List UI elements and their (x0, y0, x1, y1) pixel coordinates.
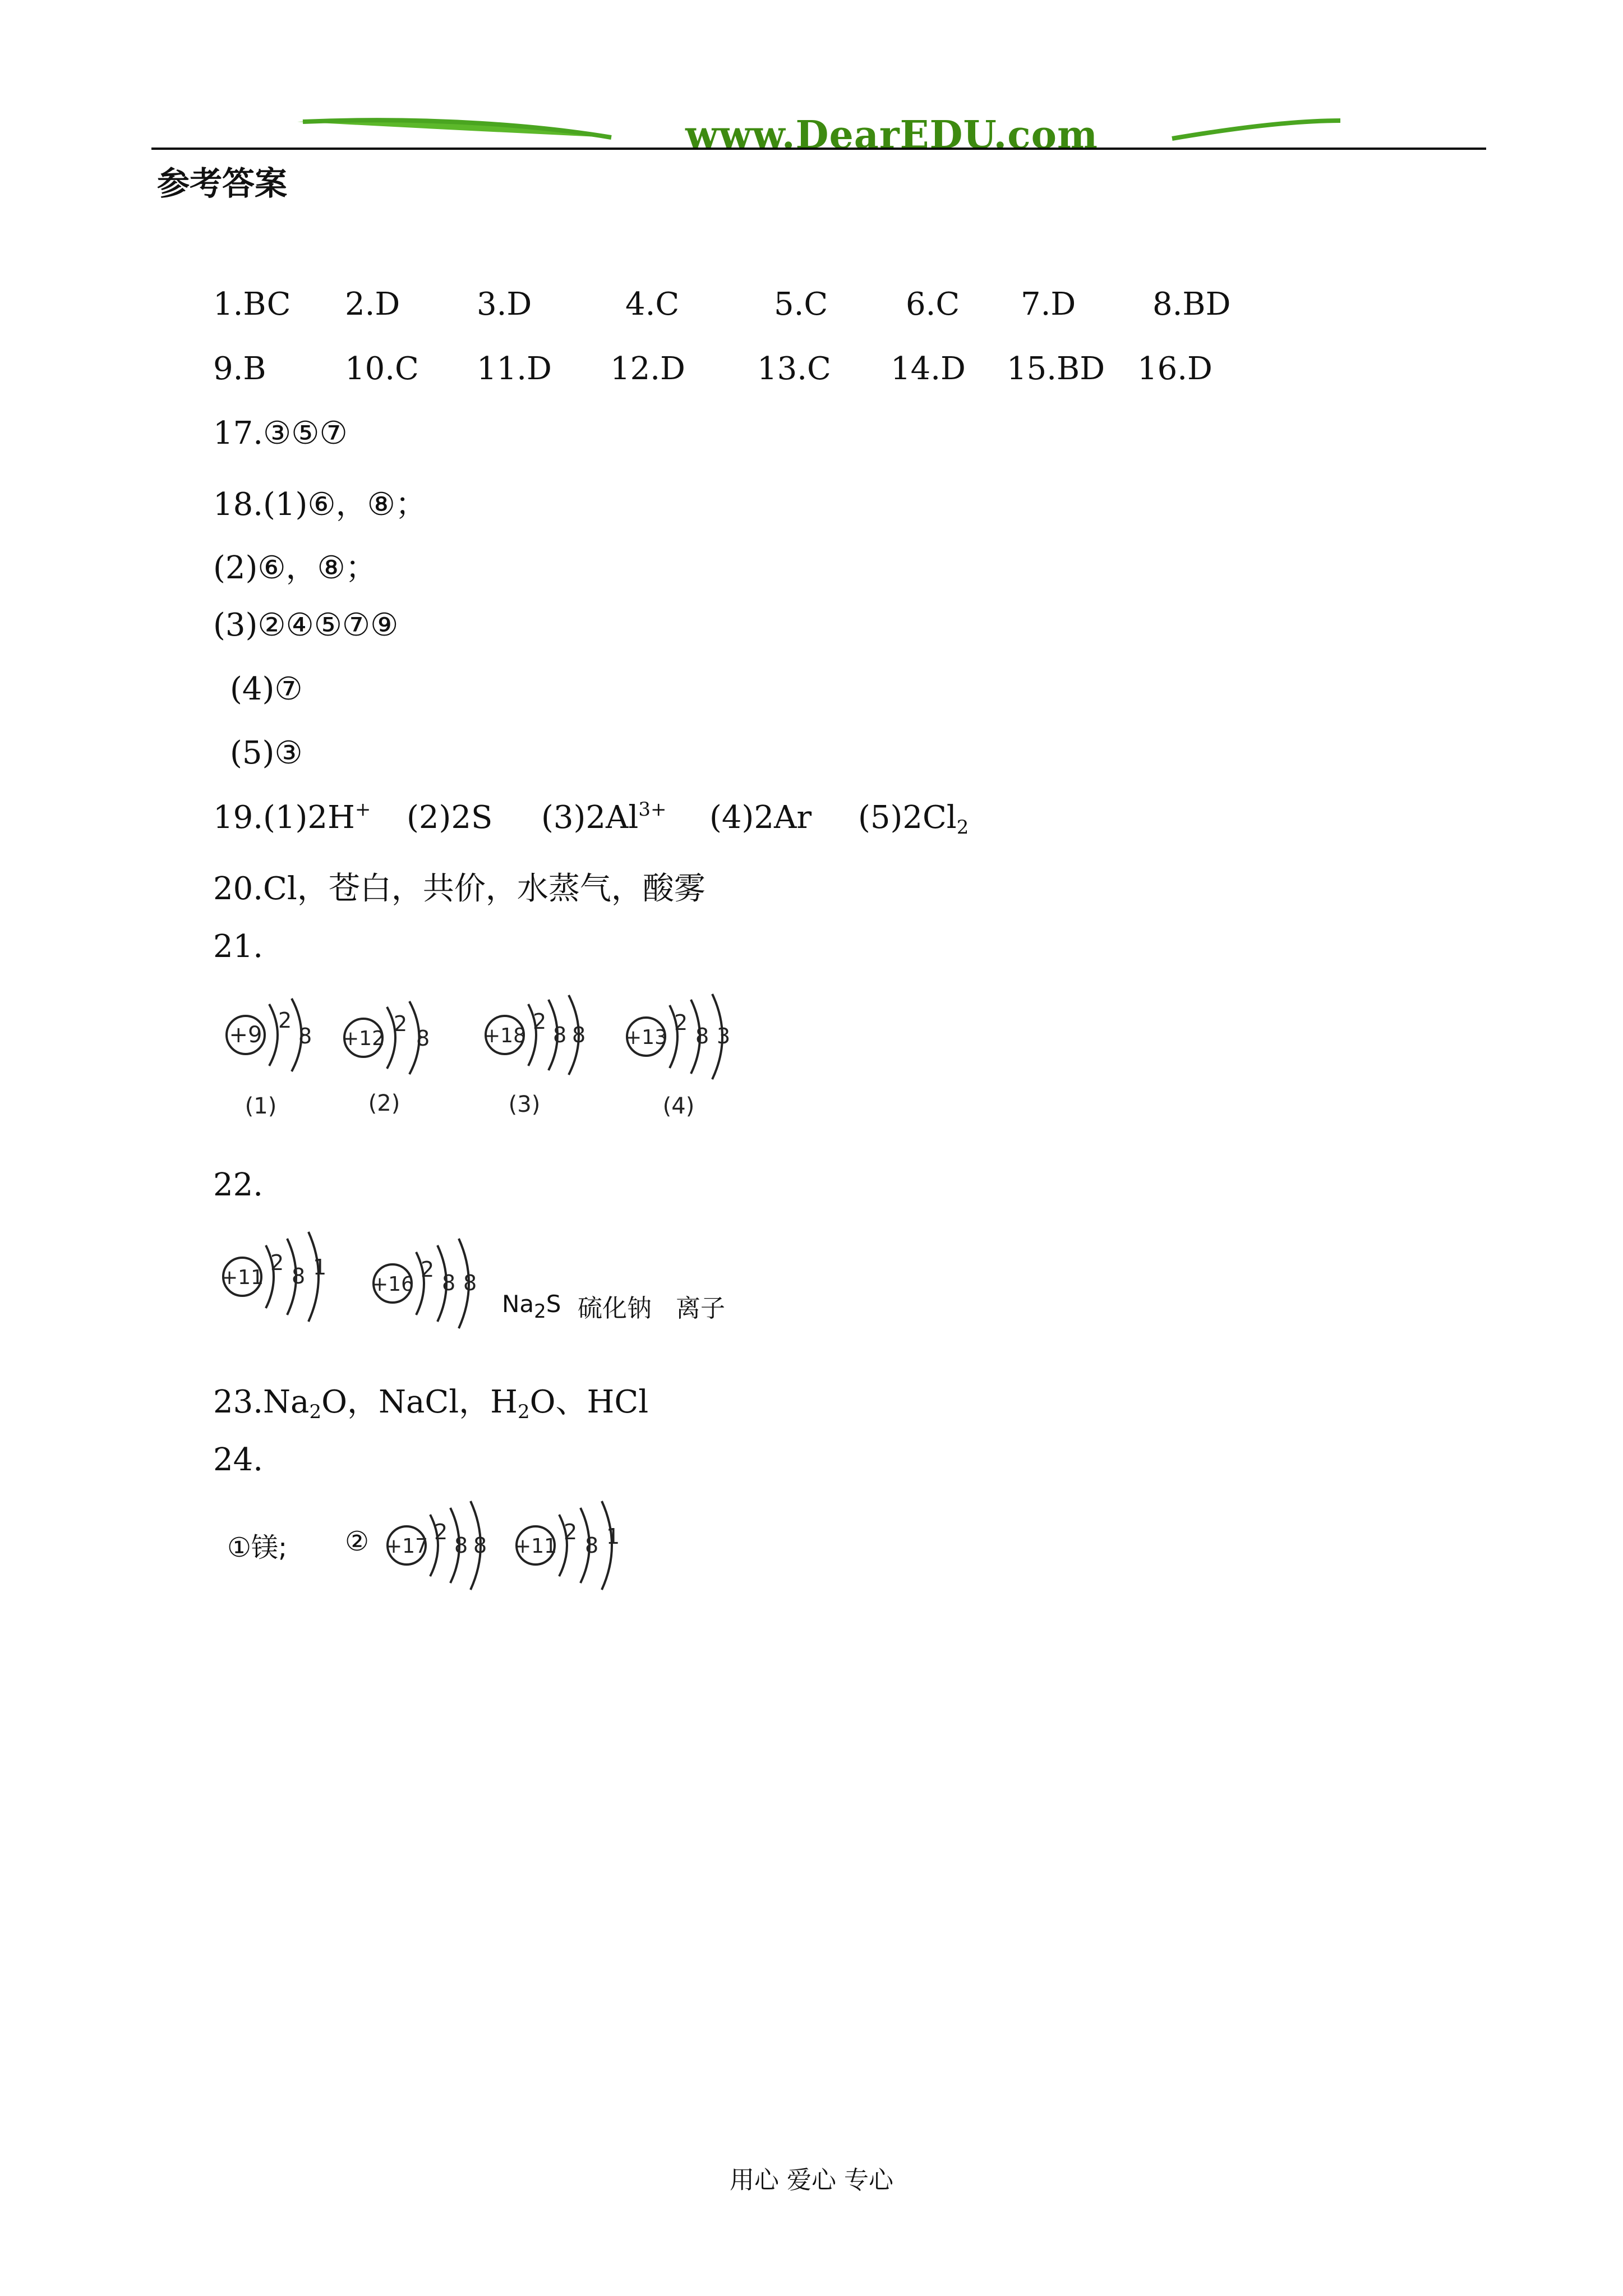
answer-19-part5 (858, 799, 969, 839)
answer-18-part1: 18.(1)⑥，⑧； (213, 486, 427, 523)
answer-24-part1: ①镁; (227, 1532, 288, 1563)
answer-19-part2: (2)2S (407, 799, 493, 836)
atom-structure-diagrams-21 (213, 987, 774, 1133)
answer-6: 6.C (906, 286, 960, 323)
atom-2-shell-2: 8 (416, 1026, 430, 1051)
answer-18-part5: (5)③ (230, 735, 303, 771)
s-shell-2: 8 (442, 1271, 456, 1295)
atom-diagram-1 (227, 999, 312, 1119)
na2s-formula (502, 1290, 561, 1323)
cl-shell-3: 8 (473, 1533, 487, 1558)
answer-13: 13.C (757, 351, 831, 387)
s-shell-3: 8 (463, 1271, 477, 1295)
answer-19-p1-charge: + (354, 798, 371, 821)
atom-structure-diagrams-24 (376, 1492, 656, 1604)
answer-15: 15.BD (1007, 351, 1105, 387)
atom-3-shell-1: 2 (533, 1009, 547, 1034)
answer-19-part3 (541, 799, 666, 836)
atom-1-tag: (1) (245, 1093, 277, 1119)
atom-diagram-na (221, 1232, 326, 1322)
s-shell-1: 2 (421, 1257, 435, 1282)
answer-19-p1-text: 19.(1)2H (213, 799, 355, 836)
atom-diagram-cl (385, 1501, 487, 1590)
atom-diagram-4 (625, 994, 730, 1119)
na24-shell-3: 1 (606, 1524, 620, 1549)
na-shell-1: 2 (270, 1250, 284, 1275)
na24-nucleus: +11 (514, 1535, 557, 1558)
cl-nucleus: +17 (385, 1535, 428, 1558)
s-nucleus: +16 (371, 1273, 414, 1296)
answer-22-label: 22. (213, 1167, 264, 1203)
atom-3-nucleus: +18 (483, 1024, 526, 1047)
atom-diagram-s (371, 1239, 477, 1328)
atom-2-nucleus: +12 (342, 1027, 385, 1050)
atom-2-shell-1: 2 (394, 1011, 408, 1036)
answer-10: 10.C (345, 351, 419, 387)
na2s-na: Na (502, 1290, 534, 1318)
answer-12: 12.D (610, 351, 685, 387)
answer-19-p3-charge: 3+ (638, 798, 667, 821)
answer-23-b: O，NaCl，H (321, 1384, 518, 1420)
na24-shell-1: 2 (564, 1520, 578, 1544)
atom-4-tag: (4) (662, 1093, 695, 1119)
answer-23-a: 23.Na (213, 1384, 310, 1420)
atom-1-shell-2: 8 (298, 1024, 312, 1048)
answer-23-b-sub: 2 (517, 1401, 530, 1423)
answer-11: 11.D (477, 351, 552, 387)
answer-24-label: 24. (213, 1442, 264, 1478)
atom-diagram-na-24 (514, 1501, 620, 1590)
answer-23-a-sub: 2 (309, 1401, 322, 1423)
answer-2: 2.D (345, 286, 400, 323)
atom-4-shell-2: 8 (695, 1024, 709, 1048)
cl-shell-1: 2 (434, 1520, 448, 1544)
atom-1-shell-1: 2 (278, 1008, 292, 1033)
answer-18-part3: (3)②④⑤⑦⑨ (213, 607, 399, 643)
cl-shell-2: 8 (454, 1533, 468, 1558)
na2s-sub: 2 (534, 1300, 546, 1323)
na-shell-3: 1 (313, 1255, 327, 1280)
answer-23-c: O、HCl (529, 1384, 649, 1420)
page-title: 参考答案 (157, 164, 288, 203)
page-footer: 用心 爱心 专心 (730, 2166, 893, 2194)
atom-3-shell-2: 8 (553, 1023, 567, 1047)
atom-diagram-3 (483, 995, 585, 1117)
atom-3-tag: (3) (508, 1092, 541, 1117)
answer-24-diagrams (376, 1492, 656, 1607)
atom-4-shell-1: 2 (674, 1010, 688, 1035)
answer-1: 1.BC (213, 286, 291, 323)
atom-4-shell-3: 3 (717, 1024, 731, 1048)
na2s-name: 硫化钠 (578, 1294, 652, 1323)
answer-5: 5.C (774, 286, 828, 323)
answer-23 (213, 1377, 648, 1422)
atom-3-shell-3: 8 (572, 1023, 586, 1047)
answer-8: 8.BD (1152, 286, 1231, 323)
site-logo-text: www.DearEDU.com (685, 113, 1098, 158)
answer-20: 20.Cl，苍白，共价，水蒸气，酸雾 (213, 871, 706, 907)
answer-19-p5-text: (5)2Cl (858, 799, 957, 836)
na2s-s: S (546, 1290, 561, 1318)
answer-24-part2: ② (345, 1526, 370, 1557)
atom-2-tag: (2) (368, 1091, 400, 1116)
na24-shell-2: 8 (585, 1533, 599, 1558)
bond-type: 离子 (676, 1294, 725, 1323)
answer-16: 16.D (1137, 351, 1212, 387)
answer-17: 17.③⑤⑦ (213, 415, 348, 452)
answer-7: 7.D (1021, 286, 1076, 323)
answer-21-label: 21. (213, 928, 264, 965)
header-rule (151, 148, 1486, 150)
answer-14: 14.D (891, 351, 966, 387)
answer-19-part1 (213, 799, 371, 836)
answer-21-diagrams (213, 987, 774, 1135)
answer-9: 9.B (213, 351, 266, 387)
answer-19-p5-sub: 2 (956, 816, 969, 839)
atom-diagram-2 (342, 1001, 430, 1116)
answer-18-part2: (2)⑥，⑧； (213, 550, 377, 586)
answer-3: 3.D (477, 286, 532, 323)
na-nucleus: +11 (221, 1266, 264, 1289)
answer-19-part4: (4)2Ar (709, 799, 812, 836)
answer-4: 4.C (625, 286, 680, 323)
answer-18-part4: (4)⑦ (230, 671, 303, 707)
na-shell-2: 8 (292, 1264, 306, 1289)
answer-19-p3-text: (3)2Al (541, 799, 639, 836)
atom-1-nucleus: +9 (229, 1022, 262, 1048)
atom-4-nucleus: +13 (625, 1026, 667, 1049)
